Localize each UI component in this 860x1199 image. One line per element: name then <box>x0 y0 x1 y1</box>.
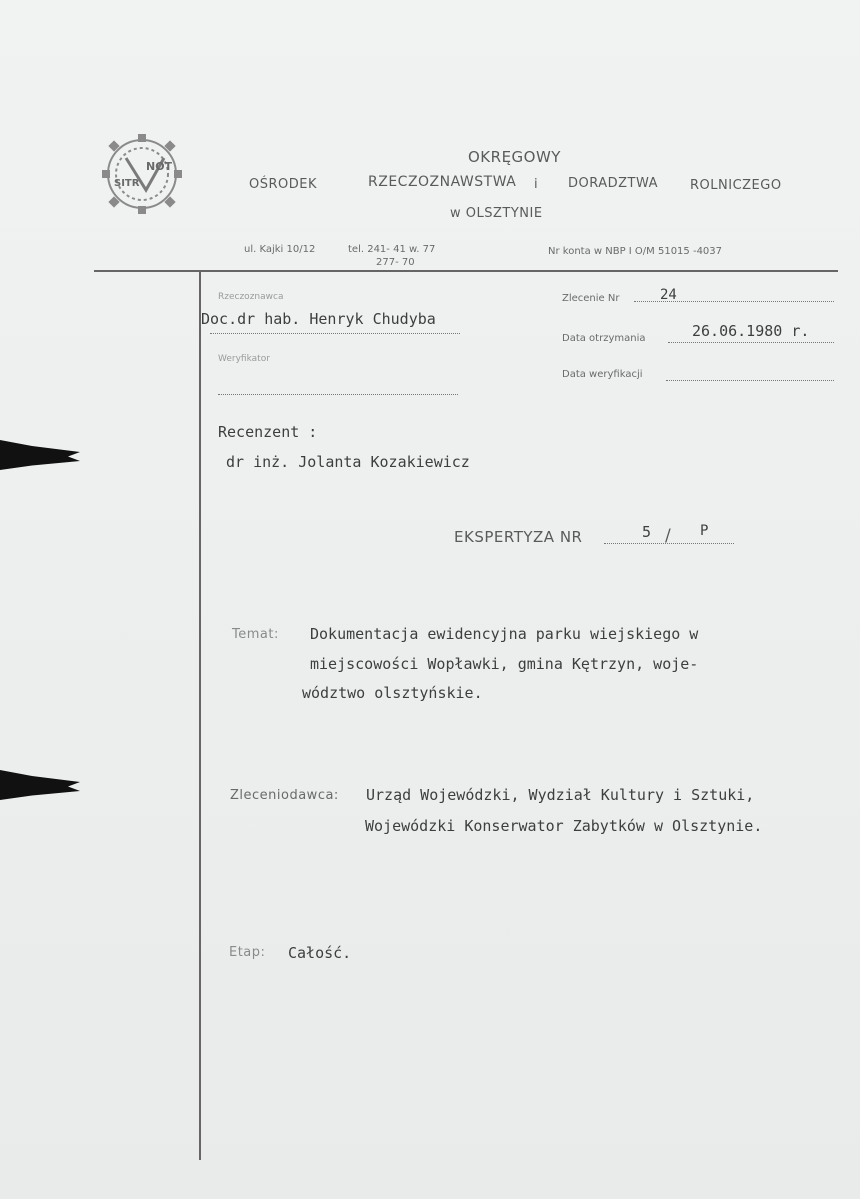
zlecenie-line <box>634 301 834 302</box>
ekspertyza-slash: / <box>665 526 672 546</box>
rzeczoznawca-line <box>210 333 460 334</box>
data-weryfikacji-label: Data weryfikacji <box>562 369 643 380</box>
header-line-city: w OLSZTYNIE <box>450 206 543 221</box>
header-rule <box>94 270 838 272</box>
header-line-okregowy: OKRĘGOWY <box>468 148 561 166</box>
margin-rule <box>199 270 201 1160</box>
cog-emblem-icon <box>96 128 188 220</box>
weryfikator-label: Weryfikator <box>218 354 270 364</box>
zleceniodawca-line-2: Wojewódzki Konserwator Zabytków w Olsztynie. <box>365 817 763 835</box>
recenzent-value: dr inż. Jolanta Kozakiewicz <box>226 453 470 471</box>
data-otrzymania-value: 26.06.1980 r. <box>692 322 810 340</box>
zlecenie-value: 24 <box>660 287 677 303</box>
header-word-doradztwa: DORADZTWA <box>568 176 659 191</box>
header-word-i: i <box>534 177 539 192</box>
header-word-osrodek: OŚRODEK <box>249 177 317 192</box>
header-word-rolniczego: ROLNICZEGO <box>690 178 782 193</box>
header-bank-account: Nr konta w NBP I O/M 51015 -4037 <box>548 246 723 257</box>
etap-label: Etap: <box>229 945 266 960</box>
temat-line-3: wództwo olsztyńskie. <box>302 684 483 702</box>
binder-mark-bottom <box>0 770 80 800</box>
header-phone-2: 277- 70 <box>376 257 415 268</box>
rzeczoznawca-value: Doc.dr hab. Henryk Chudyba <box>201 310 436 328</box>
temat-line-1: Dokumentacja ewidencyjna parku wiejskiego w <box>310 625 699 643</box>
svg-text:SITR: SITR <box>114 178 140 189</box>
header-word-rzeczoznawstwa: RZECZOZNAWSTWA <box>368 174 517 190</box>
binder-mark-top <box>0 440 80 470</box>
institution-logo <box>96 128 188 220</box>
recenzent-label: Recenzent : <box>218 423 318 441</box>
zleceniodawca-label: Zleceniodawca: <box>230 788 339 803</box>
zlecenie-label: Zlecenie Nr <box>562 293 620 304</box>
ekspertyza-suffix: P <box>700 523 709 539</box>
temat-label: Temat: <box>232 627 279 642</box>
ekspertyza-number: 5 <box>642 523 652 541</box>
zleceniodawca-line-1: Urząd Wojewódzki, Wydział Kultury i Sztuki, <box>366 786 755 804</box>
etap-value: Całość. <box>288 944 352 962</box>
data-otrzymania-label: Data otrzymania <box>562 333 646 344</box>
data-otrzymania-line <box>668 342 834 343</box>
data-weryfikacji-line <box>666 380 834 381</box>
ekspertyza-label: EKSPERTYZA NR <box>454 528 583 546</box>
ekspertyza-line <box>604 543 734 544</box>
svg-text:NOT: NOT <box>146 160 173 173</box>
header-address: ul. Kajki 10/12 <box>244 244 316 255</box>
rzeczoznawca-label: Rzeczoznawca <box>218 292 284 302</box>
header-phone: tel. 241- 41 w. 77 <box>348 244 436 255</box>
temat-line-2: miejscowości Wopławki, gmina Kętrzyn, woje- <box>310 655 699 673</box>
weryfikator-line <box>218 394 458 395</box>
